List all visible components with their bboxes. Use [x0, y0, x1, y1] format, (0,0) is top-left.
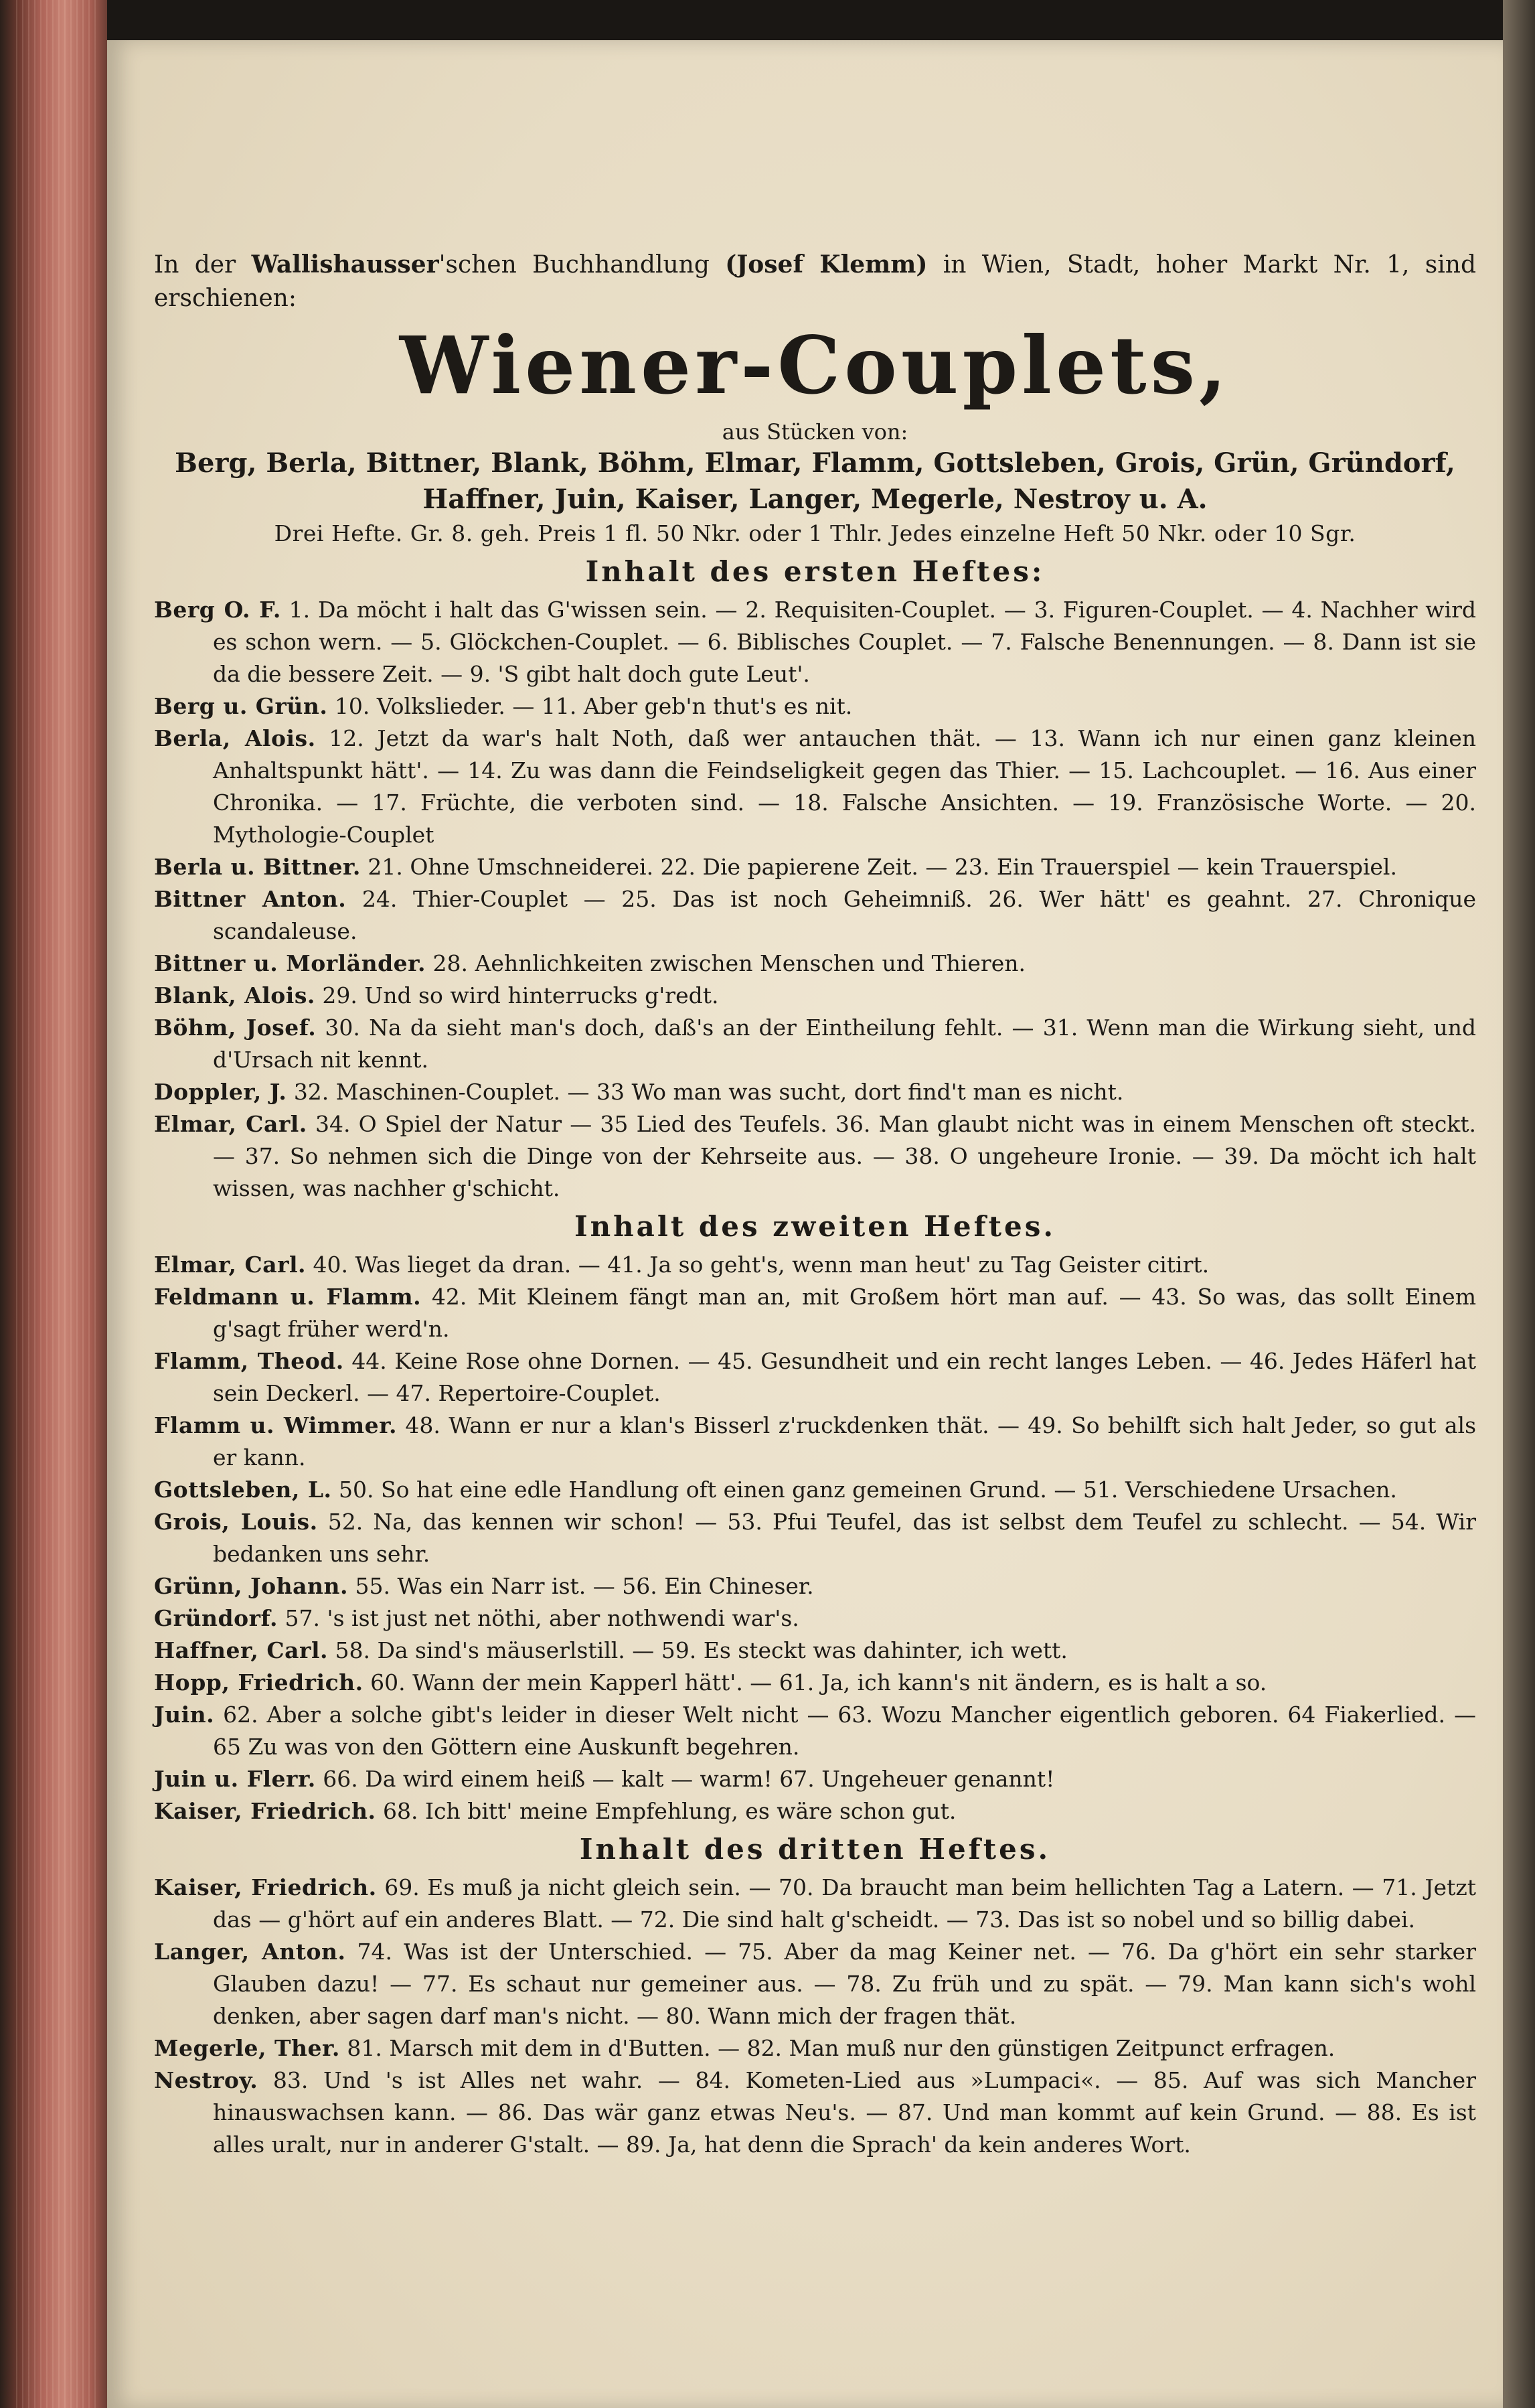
entry-titles: 24. Thier-Couplet — 25. Das ist noch Geheimniß. 26. Wer hätt' es geahnt. 27. Chronique scandaleuse.	[213, 886, 1476, 944]
entry-author: Megerle, Ther.	[154, 2035, 340, 2061]
entry-titles: 66. Da wird einem heiß — kalt — warm! 67. Ungeheuer genannt!	[323, 1766, 1055, 1792]
entry-titles: 83. Und 's ist Alles net wahr. — 84. Kometen-Lied aus »Lumpaci«. — 85. Auf was sich Mancher hinauswachsen kann. — 86. Das wär ganz etwas Neu's. — 87. Und man kommt auf kein Grund. — 88. Es ist alles uralt, nur in anderer G'stalt. — 89. Ja, hat denn die Sprach' da kein anderes Wort.	[213, 2067, 1476, 2158]
entry-author: Doppler, J.	[154, 1079, 287, 1105]
entry-author: Feldmann u. Flamm.	[154, 1284, 422, 1310]
entry-titles: 57. 's ist just net nöthi, aber nothwendi war's.	[285, 1605, 799, 1631]
couplet-entry	[154, 948, 1476, 980]
entry-author: Gründorf.	[154, 1605, 278, 1631]
couplet-entry	[154, 1249, 1476, 1281]
entry-author: Elmar, Carl.	[154, 1252, 307, 1278]
entry-author: Juin.	[154, 1702, 215, 1728]
intro-text-b: 'schen Buchhandlung	[438, 251, 726, 279]
intro-text-a: In der	[154, 251, 252, 279]
couplet-entry	[154, 883, 1476, 948]
couplet-entry	[154, 1108, 1476, 1205]
entry-author: Böhm, Josef.	[154, 1014, 317, 1041]
author-list: Berg, Berla, Bittner, Blank, Böhm, Elmar, Flamm, Gottsleben, Grois, Grün, Gründorf, Haffner, Juin, Kaiser, Langer, Megerle, Nestroy u. A.	[175, 447, 1455, 515]
entry-author: Bittner u. Morländer.	[154, 950, 426, 976]
couplet-entry	[154, 1012, 1476, 1076]
section-heading: Inhalt des zweiten Heftes.	[574, 1210, 1056, 1243]
couplet-entry	[154, 1602, 1476, 1635]
couplet-entry	[154, 1795, 1476, 1827]
entry-author: Berla, Alois.	[154, 725, 316, 751]
entry-titles: 50. So hat eine edle Handlung oft einen ganz gemeinen Grund. — 51. Verschiedene Ursachen.	[339, 1477, 1397, 1503]
page-shadow	[1503, 0, 1535, 2408]
couplet-entry	[154, 1872, 1476, 1936]
couplet-entry	[154, 1936, 1476, 2032]
entry-author: Langer, Anton.	[154, 1939, 346, 1965]
contents-sections	[154, 552, 1476, 2161]
entry-author: Bittner Anton.	[154, 886, 347, 912]
entry-author: Elmar, Carl.	[154, 1111, 307, 1137]
entry-titles: 42. Mit Kleinem fängt man an, mit Großem hört man auf. — 43. So was, das sollt Einem g'sagt früher werd'n.	[213, 1284, 1476, 1342]
entry-titles: 55. Was ein Narr ist. — 56. Ein Chineser.	[355, 1573, 814, 1599]
entry-author: Juin u. Flerr.	[154, 1766, 316, 1792]
price-line: Drei Hefte. Gr. 8. geh. Preis 1 fl. 50 Nkr. oder 1 Thlr. Jedes einzelne Heft 50 Nkr. oder 10 Sgr.	[274, 520, 1356, 546]
couplet-entry	[154, 1410, 1476, 1474]
entry-author: Berg u. Grün.	[154, 693, 328, 719]
couplet-entry	[154, 1699, 1476, 1763]
section-heading: Inhalt des dritten Heftes.	[579, 1833, 1051, 1866]
entry-author: Kaiser, Friedrich.	[154, 1874, 377, 1900]
couplet-entry	[154, 2032, 1476, 2064]
entry-titles: 52. Na, das kennen wir schon! — 53. Pfui Teufel, das ist selbst dem Teufel zu schlecht. — 54. Wir bedanken uns sehr.	[213, 1509, 1476, 1567]
entry-titles: 28. Aehnlichkeiten zwischen Menschen und Thieren.	[432, 950, 1026, 976]
entry-author: Grois, Louis.	[154, 1509, 318, 1535]
section-heading: Inhalt des ersten Heftes:	[585, 555, 1045, 588]
entry-titles: 29. Und so wird hinterrucks g'redt.	[322, 982, 719, 1008]
entry-author: Grünn, Johann.	[154, 1573, 348, 1599]
entry-titles: 74. Was ist der Unterschied. — 75. Aber da mag Keiner net. — 76. Da g'hört ein sehr starker Glauben dazu! — 77. Es schaut nur gemeiner aus. — 78. Zu früh und zu spät. — 79. Man kann sich's wohl denken, aber sagen darf man's nicht. — 80. Wann mich der fragen thät.	[213, 1939, 1476, 2029]
entry-titles: 34. O Spiel der Natur — 35 Lied des Teufels. 36. Man glaubt nicht was in einem Menschen oft steckt. — 37. So nehmen sich die Dinge von der Kehrseite aus. — 38. O ungeheure Ironie. — 39. Da möcht ich halt wissen, was nachher g'schicht.	[213, 1111, 1476, 1201]
entry-author: Gottsleben, L.	[154, 1477, 332, 1503]
entry-author: Flamm, Theod.	[154, 1348, 344, 1374]
page-content	[154, 248, 1476, 2161]
entry-author: Berg O. F.	[154, 597, 281, 623]
entry-titles: 30. Na da sieht man's doch, daß's an der Eintheilung fehlt. — 31. Wenn man die Wirkung sieht, und d'Ursach nit kennt.	[213, 1014, 1476, 1073]
couplet-entry	[154, 1506, 1476, 1570]
main-title: Wiener-Couplets,	[399, 319, 1231, 412]
couplet-entry	[154, 1281, 1476, 1345]
entry-author: Berla u. Bittner.	[154, 854, 361, 880]
entry-author: Haffner, Carl.	[154, 1637, 328, 1663]
entry-titles: 12. Jetzt da war's halt Noth, daß wer antauchen thät. — 13. Wann ich nur einen ganz kleinen Anhaltspunkt hätt'. — 14. Zu was dann die Feindseligkeit gegen das Thier. — 15. Lachcouplet. — 16. Aus einer Chronika. — 17. Früchte, die verboten sind. — 18. Falsche Ansichten. — 19. Französische Worte. — 20. Mythologie-Couplet	[213, 725, 1476, 848]
couplet-entry	[154, 1635, 1476, 1667]
intro-paragraph	[154, 248, 1476, 315]
book-edge	[0, 0, 107, 2408]
entry-titles: 32. Maschinen-Couplet. — 33 Wo man was sucht, dort find't man es nicht.	[293, 1079, 1124, 1105]
entry-titles: 60. Wann der mein Kapperl hätt'. — 61. Ja, ich kann's nit ändern, es is halt a so.	[370, 1669, 1267, 1696]
couplet-entry	[154, 1667, 1476, 1699]
entry-titles: 21. Ohne Umschneiderei. 22. Die papierene Zeit. — 23. Ein Trauerspiel — kein Trauerspiel.	[368, 854, 1397, 880]
intro-text-c: in Wien, Stadt, hoher Markt Nr. 1, sind erschienen:	[154, 251, 1476, 312]
entry-titles: 44. Keine Rose ohne Dornen. — 45. Gesundheit und ein recht langes Leben. — 46. Jedes Häferl hat sein Deckerl. — 47. Repertoire-Couplet.	[213, 1348, 1476, 1406]
entry-titles: 1. Da möcht i halt das G'wissen sein. — 2. Requisiten-Couplet. — 3. Figuren-Couplet. — 4. Nachher wird es schon wern. — 5. Glöckchen-Couplet. — 6. Biblisches Couplet. — 7. Falsche Benennungen. — 8. Dann ist sie da die bessere Zeit. — 9. 'S gibt halt doch gute Leut'.	[213, 597, 1476, 687]
couplet-entry	[154, 690, 1476, 723]
couplet-entry	[154, 1345, 1476, 1410]
entry-titles: 62. Aber a solche gibt's leider in dieser Welt nicht — 63. Wozu Mancher eigentlich geboren. 64 Fiakerlied. — 65 Zu was von den Göttern eine Auskunft begehren.	[213, 1702, 1476, 1760]
couplet-entry	[154, 594, 1476, 690]
entry-titles: 48. Wann er nur a klan's Bisserl z'ruckdenken thät. — 49. So behilft sich halt Jeder, so gut als er kann.	[213, 1412, 1477, 1471]
entry-author: Nestroy.	[154, 2067, 258, 2093]
entry-titles: 40. Was lieget da dran. — 41. Ja so geht's, wenn man heut' zu Tag Geister citirt.	[313, 1252, 1210, 1278]
couplet-entry	[154, 2064, 1476, 2161]
entry-titles: 81. Marsch mit dem in d'Butten. — 82. Man muß nur den günstigen Zeitpunct erfragen.	[347, 2035, 1336, 2061]
couplet-entry	[154, 1474, 1476, 1506]
entry-author: Hopp, Friedrich.	[154, 1669, 363, 1696]
couplet-entry	[154, 1763, 1476, 1795]
owner-name: (Josef Klemm)	[725, 250, 928, 279]
couplet-entry	[154, 851, 1476, 883]
entry-titles: 68. Ich bitt' meine Empfehlung, es wäre schon gut.	[382, 1798, 957, 1824]
subtitle: aus Stücken von:	[722, 419, 908, 445]
couplet-entry	[154, 980, 1476, 1012]
entry-titles: 58. Da sind's mäuserlstill. — 59. Es steckt was dahinter, ich wett.	[335, 1637, 1068, 1663]
entry-author: Blank, Alois.	[154, 982, 315, 1008]
couplet-entry	[154, 1570, 1476, 1602]
entry-author: Flamm u. Wimmer.	[154, 1412, 398, 1438]
couplet-entry	[154, 1076, 1476, 1108]
entry-author: Kaiser, Friedrich.	[154, 1798, 376, 1824]
couplet-entry	[154, 723, 1476, 851]
entry-titles: 69. Es muß ja nicht gleich sein. — 70. Da braucht man beim hellichten Tag a Latern. — 71. Jetzt das — g'hört auf ein anderes Blatt. — 72. Die sind halt g'scheidt. — 73. Das ist so nobel und so billig dabei.	[213, 1874, 1476, 1933]
entry-titles: 10. Volkslieder. — 11. Aber geb'n thut's es nit.	[334, 693, 853, 719]
publisher-name: Wallishausser	[251, 250, 439, 279]
